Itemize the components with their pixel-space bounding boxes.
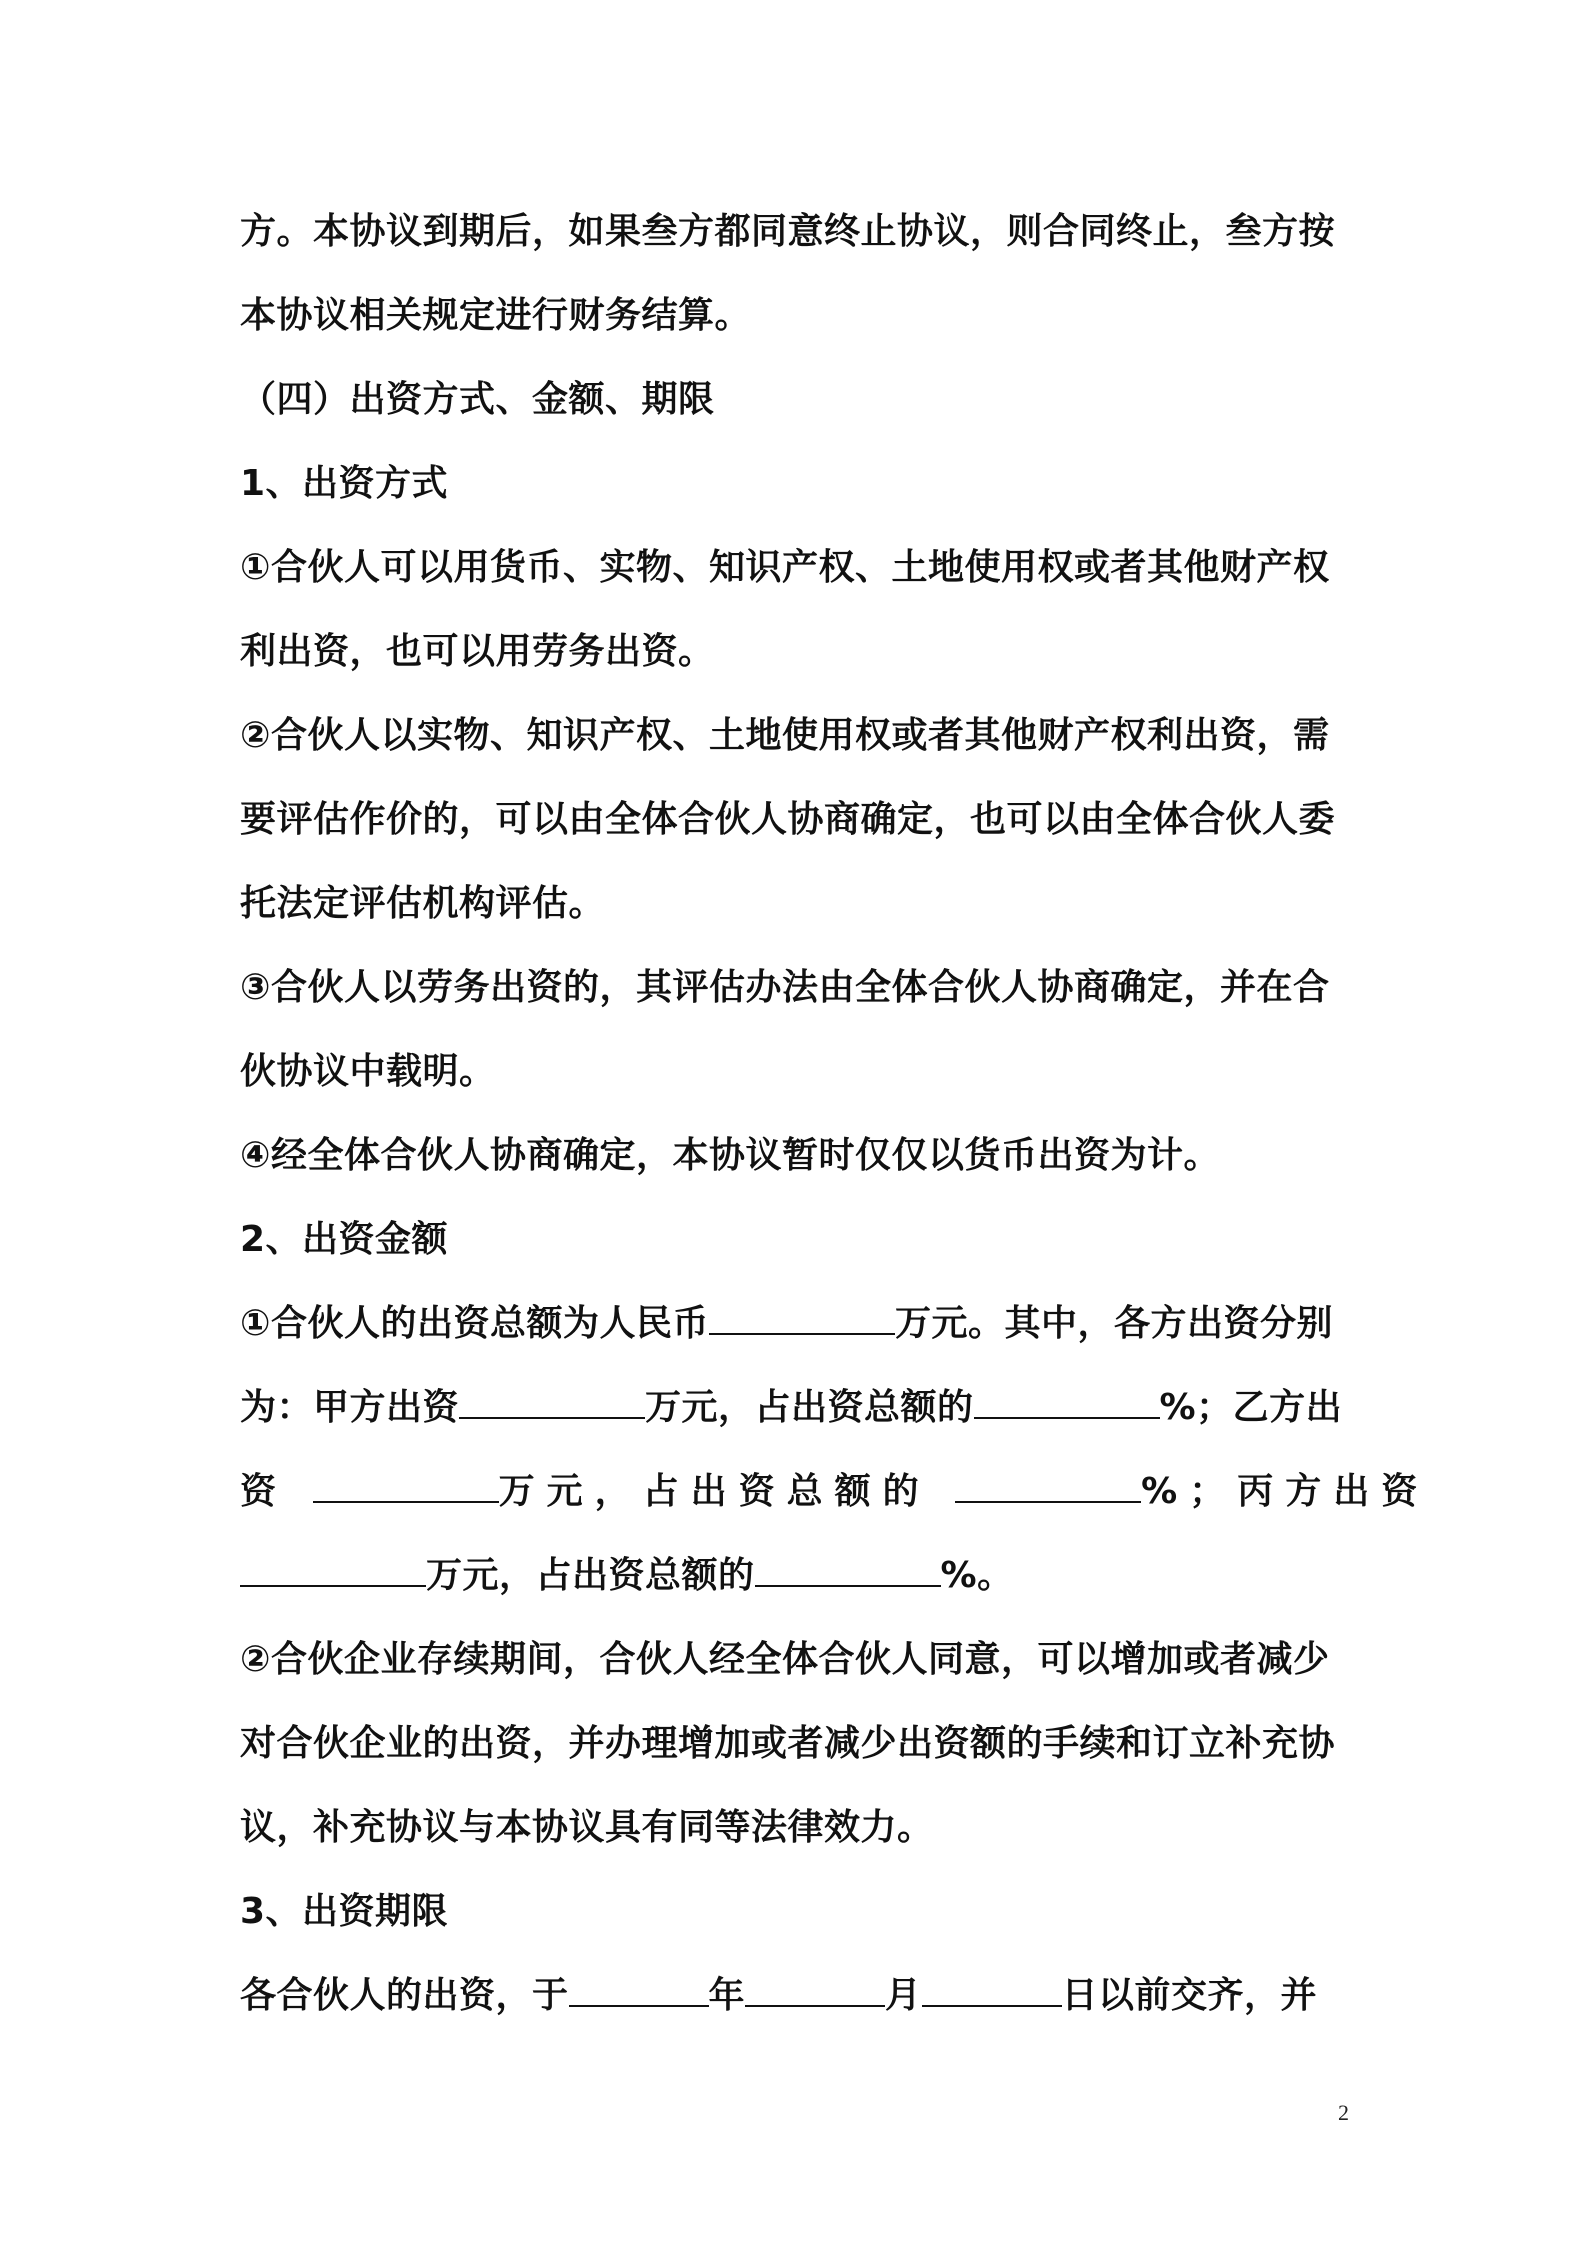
amount-text: ①合伙人的出资总额为人民币 — [240, 1303, 709, 1344]
paragraph-line: ②合伙人以实物、知识产权、土地使用权或者其他财产权利出资，需 — [240, 715, 1330, 756]
deadline-text: 月 — [885, 1975, 922, 2016]
paragraph-line: 利出资，也可以用劳务出资。 — [240, 631, 715, 672]
party-b-amount-blank[interactable] — [313, 1471, 499, 1503]
amount-line — [240, 1366, 1356, 1450]
amount-text: %。 — [940, 1555, 1014, 1596]
amount-text: 万元，占出资总额的 — [426, 1555, 755, 1596]
paragraph-line: 对合伙企业的出资，并办理增加或者减少出资额的手续和订立补充协 — [240, 1723, 1336, 1764]
amount-line — [240, 1282, 1356, 1366]
party-b-percent-blank[interactable] — [955, 1471, 1141, 1503]
amount-text: 万元，占出资总额的 — [498, 1471, 931, 1512]
deadline-text: 日以前交齐，并 — [1061, 1975, 1318, 2016]
subsection-heading: 3、出资期限 — [240, 1891, 449, 1932]
paragraph-line: ③合伙人以劳务出资的，其评估办法由全体合伙人协商确定，并在合 — [240, 967, 1330, 1008]
paragraph-line: ①合伙人可以用货币、实物、知识产权、土地使用权或者其他财产权 — [240, 547, 1330, 588]
page-number: 2 — [1338, 2100, 1349, 2125]
month-blank[interactable] — [745, 1975, 885, 2007]
subsection-heading: 1、出资方式 — [240, 463, 449, 504]
total-amount-blank[interactable] — [709, 1303, 895, 1335]
party-c-percent-blank[interactable] — [755, 1555, 941, 1587]
party-a-amount-blank[interactable] — [459, 1387, 645, 1419]
deadline-text: 年 — [708, 1975, 746, 2016]
paragraph-line: ②合伙企业存续期间，合伙人经全体合伙人同意，可以增加或者减少 — [240, 1639, 1330, 1680]
amount-text: 资 — [240, 1471, 289, 1512]
deadline-line — [240, 1954, 1356, 2038]
paragraph-line: ④经全体合伙人协商确定，本协议暂时仅仅以货币出资为计。 — [240, 1135, 1220, 1176]
amount-text: %；丙方出资 — [1141, 1471, 1430, 1512]
section-heading: （四）出资方式、金额、期限 — [240, 379, 715, 420]
paragraph-line: 本协议相关规定进行财务结算。 — [240, 295, 752, 336]
subsection-heading: 2、出资金额 — [240, 1219, 449, 1260]
paragraph-line: 伙协议中载明。 — [240, 1051, 496, 1092]
paragraph-line: 议，补充协议与本协议具有同等法律效力。 — [240, 1807, 934, 1848]
year-blank[interactable] — [569, 1975, 709, 2007]
document-body — [240, 190, 1430, 2038]
deadline-text: 各合伙人的出资，于 — [240, 1975, 569, 2016]
amount-text: 为：甲方出资 — [240, 1387, 460, 1428]
amount-text: 万元，占出资总额的 — [645, 1387, 974, 1428]
amount-line — [240, 1450, 1430, 1534]
paragraph-line: 方。本协议到期后，如果叁方都同意终止协议，则合同终止，叁方按 — [240, 211, 1336, 252]
amount-text: 万元。其中，各方出资分别 — [894, 1303, 1333, 1344]
paragraph-line: 要评估作价的，可以由全体合伙人协商确定，也可以由全体合伙人委 — [240, 799, 1336, 840]
paragraph-line: 托法定评估机构评估。 — [240, 883, 606, 924]
amount-line — [240, 1534, 1356, 1618]
party-a-percent-blank[interactable] — [974, 1387, 1160, 1419]
day-blank[interactable] — [922, 1975, 1062, 2007]
party-c-amount-blank[interactable] — [240, 1555, 426, 1587]
amount-text: %；乙方出 — [1159, 1387, 1343, 1428]
